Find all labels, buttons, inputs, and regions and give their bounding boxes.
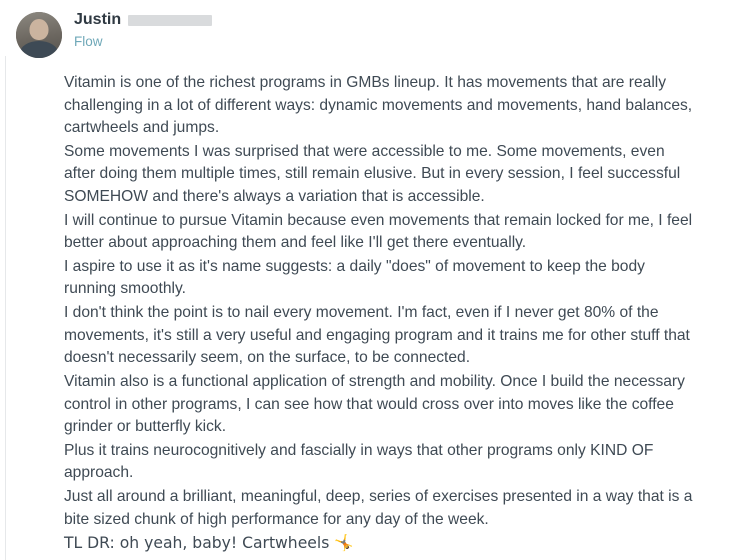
review-paragraph: Plus it trains neurocognitively and fascially in ways that other programs only KIND OF approach.	[64, 441, 654, 482]
review-paragraph: Some movements I was surprised that were accessible to me. Some movements, even after doing them multiple times, still remain elusive. But in every session, I feel successful SOMEHOW and there's always a variation that is accessible.	[64, 142, 681, 206]
avatar-shoulders	[20, 41, 58, 58]
author-name: Justin	[74, 11, 122, 28]
avatar-head	[30, 19, 49, 40]
author-role: Flow	[74, 34, 103, 49]
redacted-surname-bar	[128, 15, 212, 26]
review-body	[12, 72, 728, 555]
review-paragraph: Vitamin is one of the richest programs in GMBs lineup. It has movements that are really challenging in a lot of different ways: dynamic movements and movements, hand balances, cartwheels and jumps.	[64, 74, 693, 137]
review-paragraph: I don't think the point is to nail every movement. I'm fact, even if I never get 80% of the movements, it's still a very useful and engaging program and it trains me for other stuff that doesn't necessarily seem, on the surface, to be connected.	[64, 304, 690, 367]
avatar	[16, 12, 62, 58]
author-name-row	[74, 12, 212, 28]
review-paragraph-tldr: TL DR: oh yeah, baby! Cartwheels 🤸	[64, 534, 354, 553]
review-paragraph: I will continue to pursue Vitamin because even movements that remain locked for me, I feel better about approaching them and feel like I'll get there eventually.	[64, 211, 693, 252]
review-paragraph: I aspire to use it as it's name suggests: a daily "does" of movement to keep the body running smoothly.	[64, 257, 645, 298]
review-paragraph: Vitamin also is a functional application of strength and mobility. Once I build the necessary control in other programs, I can see how that would cross over into moves like the coffee grinder or butterfly kick.	[64, 372, 685, 436]
review-header	[12, 10, 728, 58]
author-block	[74, 10, 212, 49]
left-divider	[5, 56, 6, 560]
review-paragraph: Just all around a brilliant, meaningful, deep, series of exercises presented in a way that is a bite sized chunk of high performance for any day of the week.	[64, 487, 693, 528]
